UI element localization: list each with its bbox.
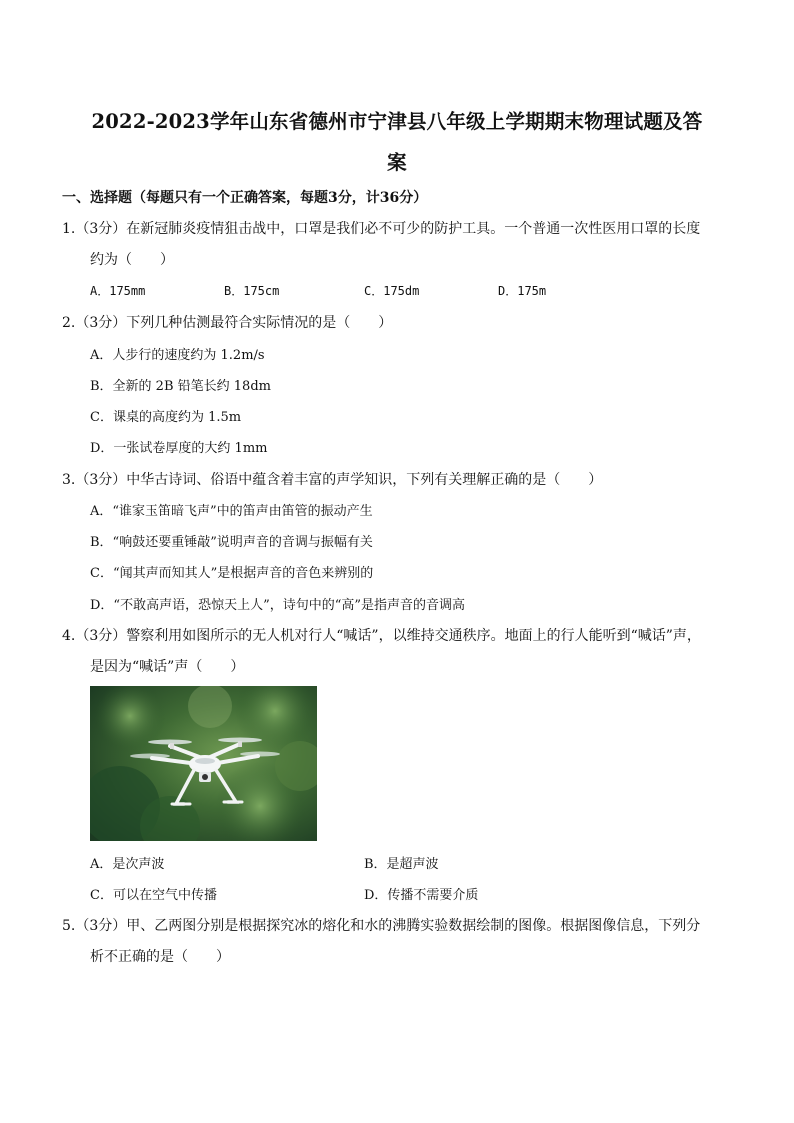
question-3-option-c: C．“闻其声而知其人”是根据声音的音色来辨别的 xyxy=(90,566,374,581)
question-1-options xyxy=(90,282,690,300)
question-2-option-a: A．人步行的速度约为 1.2m/s xyxy=(90,348,265,363)
question-2-stem xyxy=(62,312,392,332)
question-4-stem xyxy=(62,625,701,645)
option-c: C．可以在空气中传播 xyxy=(90,888,217,903)
page-title-continuation: 案 xyxy=(387,151,407,174)
question-4-options-row-1 xyxy=(90,853,690,871)
question-number: 4. xyxy=(62,628,76,644)
section-heading: 一、选择题（每题只有一个正确答案，每题3分，计36分） xyxy=(62,190,428,206)
question-text: （3分）中华古诗词、俗语中蕴含着丰富的声学知识，下列有关理解正确的是（ ） xyxy=(75,472,603,488)
question-4-options-row-2 xyxy=(90,884,690,902)
question-2-option-c: C．课桌的高度约为 1.5m xyxy=(90,410,242,425)
question-5-stem xyxy=(62,915,700,935)
question-number: 3. xyxy=(62,472,76,488)
option-c: C．175dm xyxy=(364,284,420,298)
question-3-stem xyxy=(62,469,602,489)
question-4-stem-continued: 是因为“喊话”声（ ） xyxy=(90,659,245,675)
option-b: B．175cm xyxy=(224,284,280,298)
question-1-stem-continued: 约为（ ） xyxy=(90,252,174,268)
question-2-option-d: D．一张试卷厚度的大约 1mm xyxy=(90,441,268,456)
question-3-option-d: D．“不敢高声语，恐惊天上人”，诗句中的“高”是指声音的音调高 xyxy=(90,598,466,613)
question-text: （3分）在新冠肺炎疫情狙击战中，口罩是我们必不可少的防护工具。一个普通一次性医用口罩的长度 xyxy=(75,221,701,237)
page-title: 2022-2023学年山东省德州市宁津县八年级上学期期末物理试题及答 xyxy=(91,110,703,133)
question-text: （3分）下列几种估测最符合实际情况的是（ ） xyxy=(75,315,393,331)
question-3-option-a: A．“谁家玉笛暗飞声”中的笛声由笛管的振动产生 xyxy=(90,504,373,519)
question-1-stem xyxy=(62,218,700,238)
option-a: A．是次声波 xyxy=(90,857,165,872)
question-number: 2. xyxy=(62,315,76,331)
option-d: D．传播不需要介质 xyxy=(364,888,479,903)
question-3-option-b: B．“响鼓还要重锤敲”说明声音的音调与振幅有关 xyxy=(90,535,373,550)
option-b: B．是超声波 xyxy=(364,857,439,872)
question-number: 1. xyxy=(62,221,76,237)
option-a: A．175mm xyxy=(90,284,146,298)
drone-photo xyxy=(90,686,317,841)
question-text: （3分）警察利用如图所示的无人机对行人“喊话”，以维持交通秩序。地面上的行人能听到“喊话”声， xyxy=(75,628,701,644)
question-2-option-b: B．全新的 2B 铅笔长约 18dm xyxy=(90,379,271,394)
question-text: （3分）甲、乙两图分别是根据探究冰的熔化和水的沸腾实验数据绘制的图像。根据图像信息，下列分 xyxy=(75,918,701,934)
option-d: D．175m xyxy=(498,284,547,298)
question-number: 5. xyxy=(62,918,76,934)
question-5-stem-continued: 析不正确的是（ ） xyxy=(90,949,230,965)
